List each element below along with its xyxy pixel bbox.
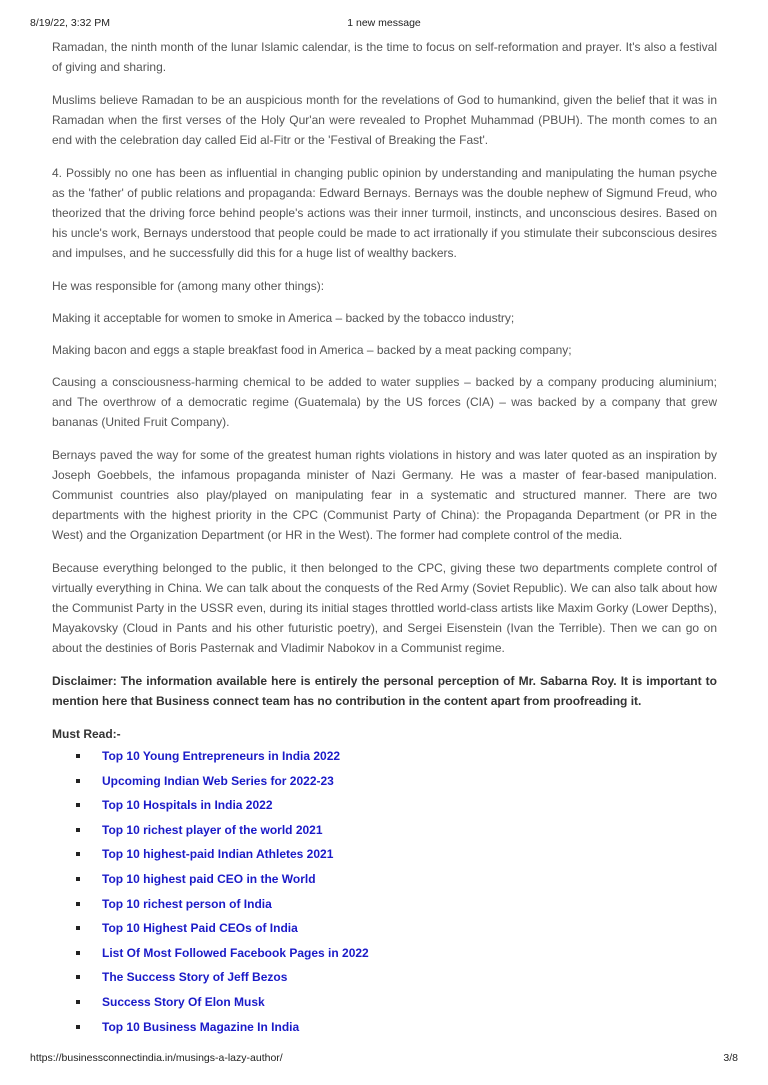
- must-read-link[interactable]: Top 10 Young Entrepreneurs in India 2022: [102, 749, 341, 763]
- list-item: [77, 992, 717, 1017]
- bullet-icon: [76, 975, 80, 979]
- page-number: 3/8: [723, 1052, 738, 1064]
- bullet-icon: [76, 803, 80, 807]
- list-item: [77, 918, 717, 943]
- list-item: [77, 1017, 717, 1042]
- must-read-heading: Must Read:-: [52, 727, 121, 741]
- print-page-title: 1 new message: [347, 17, 421, 29]
- must-read-link[interactable]: List Of Most Followed Facebook Pages in 2022: [102, 945, 369, 960]
- list-item: [77, 820, 717, 845]
- must-read-link[interactable]: Top 10 Business Magazine In India: [102, 1019, 300, 1034]
- must-read-link[interactable]: Top 10 richest person of India: [102, 896, 272, 911]
- paragraph-ramadan-intro: Ramadan, the ninth month of the lunar Islamic calendar, is the time to focus on self-reformation and prayer. It's also a festival of giving and sharing.: [52, 40, 717, 74]
- list-item: [77, 771, 717, 796]
- print-header: [30, 17, 738, 33]
- list-item: [77, 869, 717, 894]
- must-read-link[interactable]: Top 10 richest player of the world 2021: [102, 822, 323, 837]
- bullet-icon: [76, 1025, 80, 1029]
- print-datetime: 8/19/22, 3:32 PM: [30, 17, 110, 29]
- must-read-link[interactable]: Top 10 highest-paid Indian Athletes 2021: [102, 847, 334, 862]
- paragraph-ramadan-belief: Muslims believe Ramadan to be an auspicious month for the revelations of God to humankind, given the belief that it was in Ramadan when the first verses of the Holy Qur'an were revealed to Prophet Muhammad (PBUH). The month comes to an end with the celebration day called Eid al-Fitr or the 'Festival of Breaking the Fast'.: [52, 93, 717, 147]
- bullet-icon: [76, 1000, 80, 1004]
- article-content: [52, 37, 717, 1041]
- disclaimer: Disclaimer: The information available here is entirely the personal perception of Mr. Sabarna Roy. It is important to mention here that Business connect team has no contribution in the content apart from proofreading it.: [52, 674, 717, 708]
- bullet-icon: [76, 852, 80, 856]
- paragraph-women-smoke: Making it acceptable for women to smoke in America – backed by the tobacco industry;: [52, 311, 515, 325]
- bullet-icon: [76, 926, 80, 930]
- must-read-link[interactable]: Top 10 highest paid CEO in the World: [102, 871, 316, 886]
- paragraph-goebbels: Bernays paved the way for some of the greatest human rights violations in history and was later quoted as an inspiration by Joseph Goebbels, the infamous propaganda minister of Nazi Germany. He was a master of fear-based manipulation. Communist countries also play/played on manipulating fear in a systematic and structured manner. There are two departments with the highest priority in the CPC (Communist Party of China): the Propaganda Department (or PR in the West) and the Organization Department (or HR in the West). The former had complete control of the media.: [52, 448, 717, 542]
- list-item: [77, 894, 717, 919]
- must-read-link[interactable]: Success Story Of Elon Musk: [102, 994, 265, 1009]
- must-read-link[interactable]: Top 10 Highest Paid CEOs of India: [102, 921, 298, 936]
- list-item: [77, 795, 717, 820]
- bullet-icon: [76, 951, 80, 955]
- paragraph-bernays: 4. Possibly no one has been as influential in changing public opinion by understanding and manipulating the human psyche as the 'father' of public relations and propaganda: Edward Bernays. Bernays was the double nephew of Sigmund Freud, who theorized that the driving force behind people's actions was their inner turmoil, instincts, and unconscious desires. Based on his uncle's work, Bernays understood that people could be made to act irrationally if you stimulate their subconscious desires and impulses, and he successfully did this for a huge list of wealthy backers.: [52, 166, 717, 260]
- paragraph-cpc-control: Because everything belonged to the public, it then belonged to the CPC, giving these two departments complete control of virtually everything in China. We can talk about the conquests of the Red Army (Soviet Republic). We can also talk about how the Communist Party in the USSR even, during its initial stages throttled world-class artists like Maxim Gorky (Lower Depths), Mayakovsky (Cloud in Pants and his other futuristic poetry), and Sergei Eisenstein (Ivan the Terrible). Then we can go on about the destinies of Boris Pasternak and Vladimir Nabokov in a Communist regime.: [52, 561, 717, 655]
- must-read-link[interactable]: The Success Story of Jeff Bezos: [102, 970, 288, 985]
- list-item: [77, 943, 717, 968]
- bullet-icon: [76, 828, 80, 832]
- bullet-icon: [76, 902, 80, 906]
- paragraph-responsible-for: He was responsible for (among many other things):: [52, 279, 325, 293]
- bullet-icon: [76, 779, 80, 783]
- must-read-list: [52, 746, 717, 1041]
- list-item: [77, 844, 717, 869]
- print-footer: [30, 1052, 738, 1068]
- paragraph-bacon-eggs: Making bacon and eggs a staple breakfast food in America – backed by a meat packing company;: [52, 343, 572, 357]
- print-url: https://businessconnectindia.in/musings-a-lazy-author/: [30, 1052, 283, 1064]
- bullet-icon: [76, 877, 80, 881]
- bullet-icon: [76, 754, 80, 758]
- list-item: [77, 967, 717, 992]
- must-read-link[interactable]: Upcoming Indian Web Series for 2022-23: [102, 773, 334, 788]
- paragraph-water-chemical: Causing a consciousness-harming chemical to be added to water supplies – backed by a company producing aluminium; and The overthrow of a democratic regime (Guatemala) by the US forces (CIA) – was backed by a company that grew bananas (United Fruit Company).: [52, 375, 717, 429]
- list-item: [77, 746, 717, 771]
- must-read-link[interactable]: Top 10 Hospitals in India 2022: [102, 798, 273, 813]
